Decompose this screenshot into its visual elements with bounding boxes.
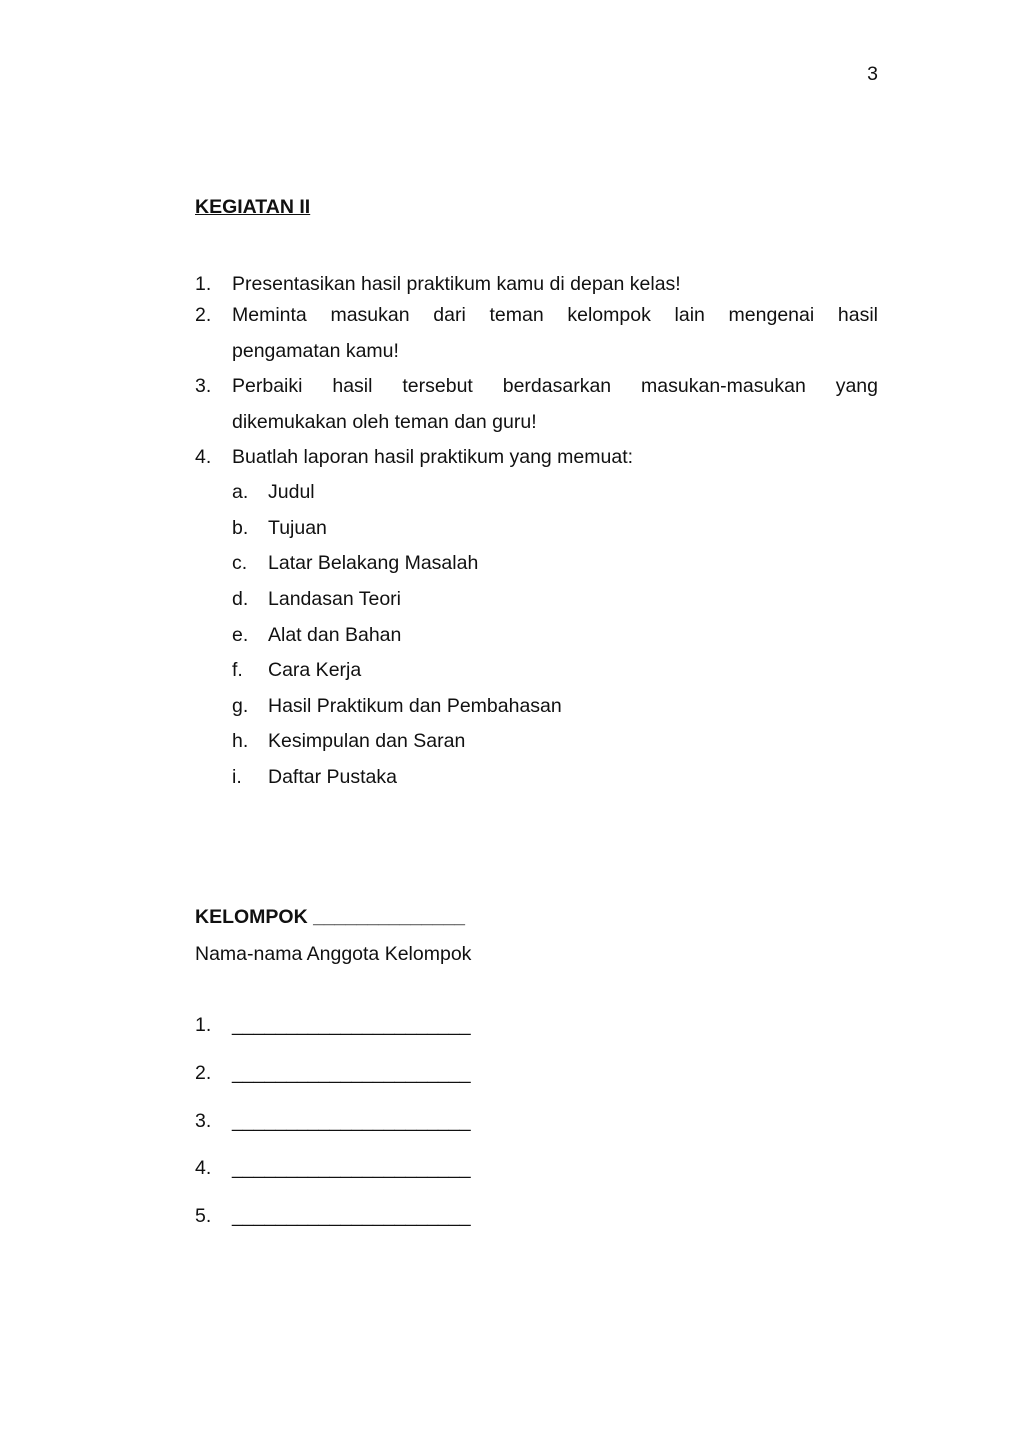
report-part-item — [232, 659, 361, 682]
report-part-text: Hasil Praktikum dan Pembahasan — [268, 695, 562, 717]
report-part-letter: e. — [232, 624, 249, 646]
report-part-text: Kesimpulan dan Saran — [268, 730, 466, 752]
item-number: 1. — [195, 273, 212, 295]
activity-heading: KEGIATAN II — [195, 196, 311, 218]
report-part-item — [232, 517, 327, 540]
item-number: 3. — [195, 375, 212, 397]
member-name-blank: ______________________ — [232, 1110, 471, 1132]
report-part-item — [232, 481, 315, 504]
item-text: Presentasikan hasil praktikum kamu di depan kelas! — [232, 273, 681, 295]
instruction-item-2 — [195, 297, 878, 369]
report-part-item — [232, 766, 397, 789]
report-part-text: Judul — [268, 481, 315, 503]
report-part-letter: f. — [232, 659, 243, 681]
instruction-item-4 — [195, 439, 878, 475]
item-text-line-1: Perbaiki hasil tersebut berdasarkan masukan-masukan yang — [232, 375, 878, 397]
report-part-letter: g. — [232, 695, 249, 717]
item-text-line-2: dikemukakan oleh teman dan guru! — [232, 411, 537, 433]
member-number: 3. — [195, 1110, 212, 1132]
report-part-text: Cara Kerja — [268, 659, 362, 681]
report-part-letter: a. — [232, 481, 249, 503]
item-text-line-1: Meminta masukan dari teman kelompok lain mengenai hasil — [232, 304, 878, 326]
report-part-letter: d. — [232, 588, 249, 610]
report-part-letter: h. — [232, 730, 249, 752]
report-part-item — [232, 730, 465, 753]
member-number: 1. — [195, 1014, 212, 1036]
report-part-letter: b. — [232, 517, 249, 539]
report-part-item — [232, 624, 401, 647]
report-part-letter: c. — [232, 552, 248, 574]
group-title — [195, 906, 465, 929]
report-part-item — [232, 552, 478, 575]
report-part-letter: i. — [232, 766, 242, 788]
member-number: 5. — [195, 1205, 212, 1227]
group-title-label: KELOMPOK — [195, 906, 308, 928]
item-text-line-2: pengamatan kamu! — [232, 340, 399, 362]
group-members-subtitle: Nama-nama Anggota Kelompok — [195, 943, 472, 965]
page-number: 3 — [867, 63, 878, 85]
member-name-blank: ______________________ — [232, 1062, 471, 1084]
group-name-blank: ______________ — [313, 906, 465, 928]
member-name-blank: ______________________ — [232, 1157, 471, 1179]
member-name-blank: ______________________ — [232, 1014, 471, 1036]
report-part-item — [232, 588, 401, 611]
member-name-blank: ______________________ — [232, 1205, 471, 1227]
item-text: Buatlah laporan hasil praktikum yang memuat: — [232, 446, 634, 468]
member-number: 2. — [195, 1062, 212, 1084]
report-part-text: Landasan Teori — [268, 588, 401, 610]
item-number: 2. — [195, 304, 212, 326]
item-number: 4. — [195, 446, 212, 468]
instruction-item-3 — [195, 368, 878, 440]
report-part-text: Daftar Pustaka — [268, 766, 397, 788]
report-part-item — [232, 695, 562, 718]
member-number: 4. — [195, 1157, 212, 1179]
report-part-text: Latar Belakang Masalah — [268, 552, 479, 574]
report-part-text: Tujuan — [268, 517, 327, 539]
report-part-text: Alat dan Bahan — [268, 624, 402, 646]
